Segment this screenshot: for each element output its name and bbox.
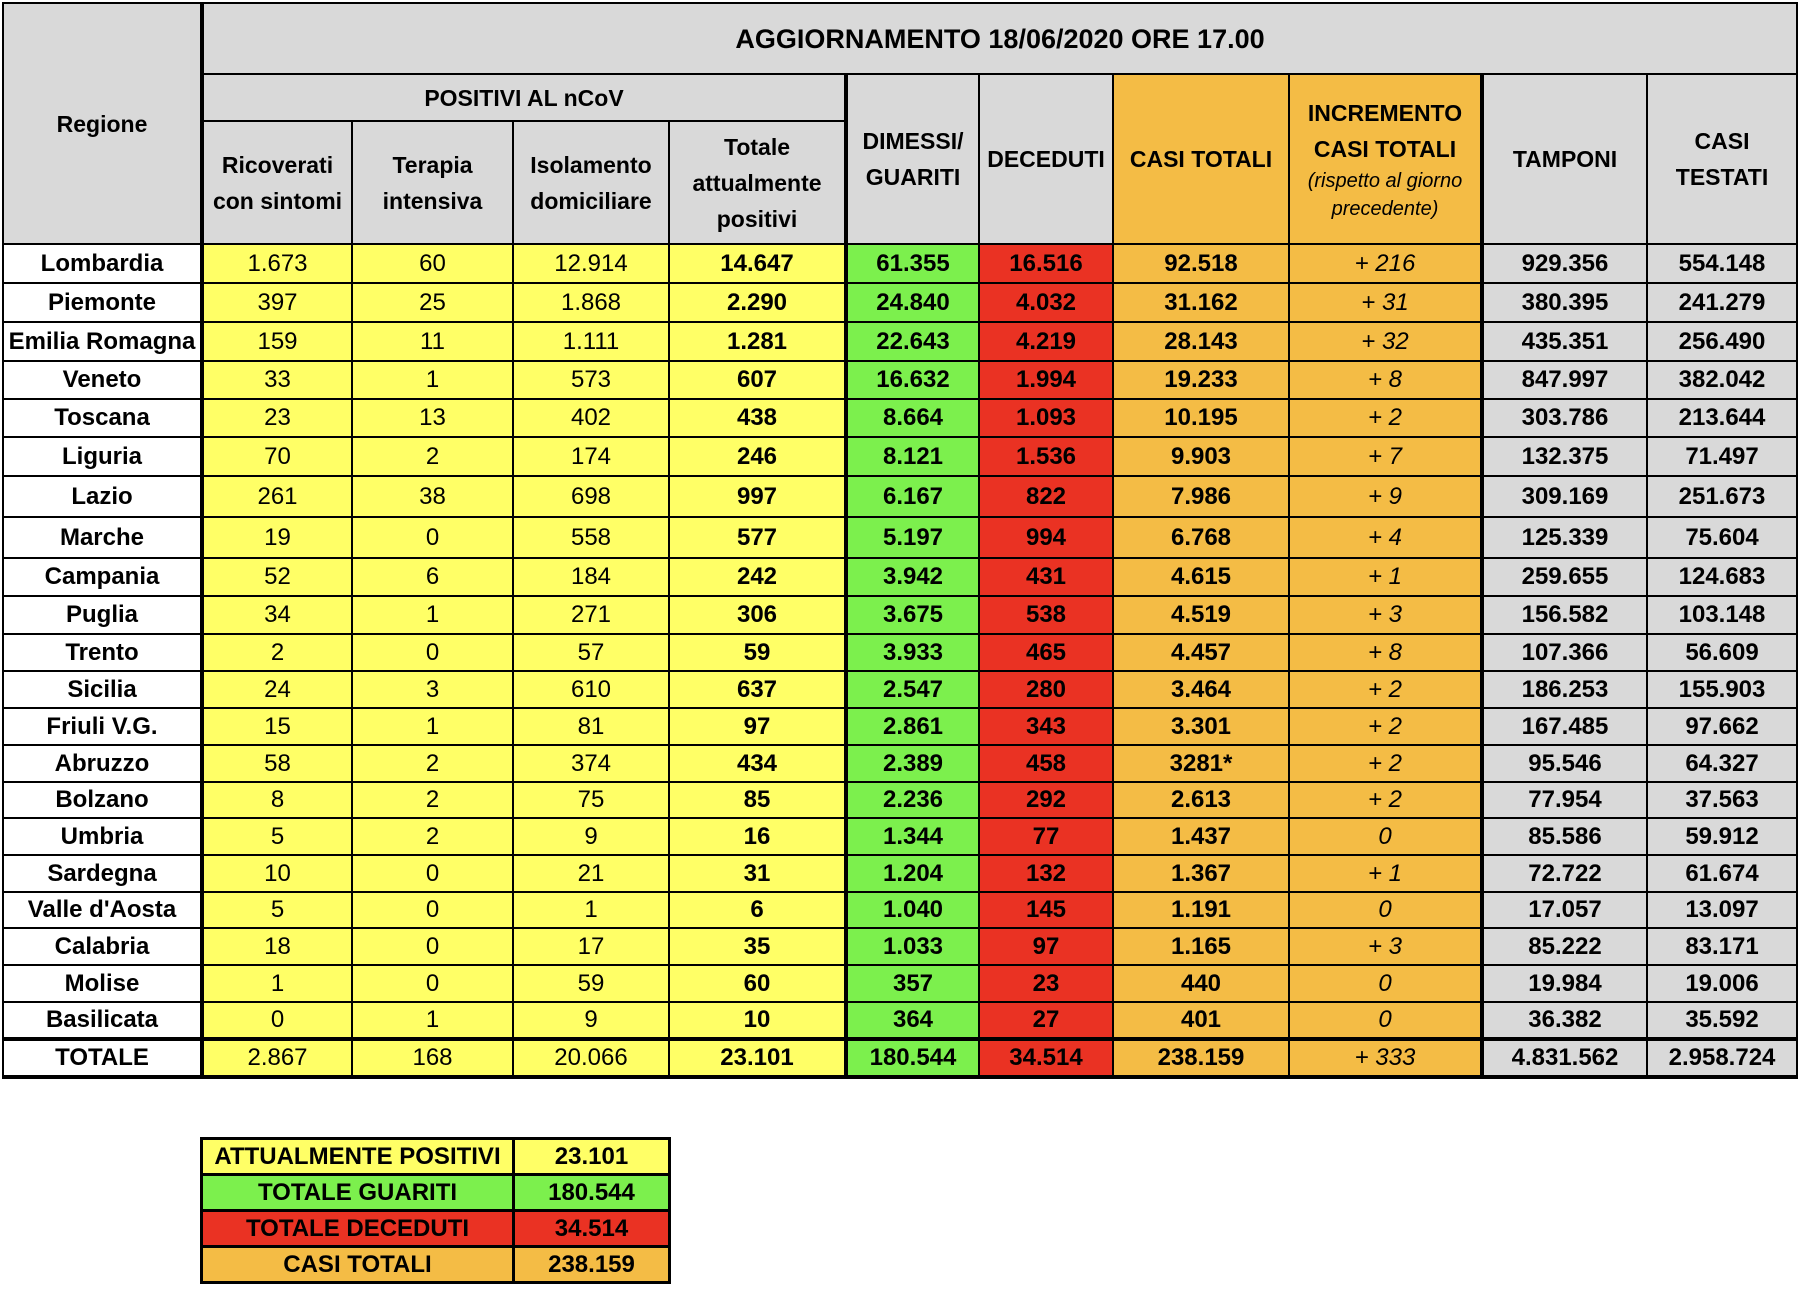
cell-tamponi: 17.057	[1482, 892, 1647, 928]
cell-casi-testati: 2.958.724	[1647, 1039, 1797, 1077]
cell-dimessi: 16.632	[846, 361, 979, 399]
cell-totale-positivi: 35	[669, 928, 846, 965]
cell-ricoverati: 34	[202, 596, 352, 634]
cell-deceduti: 1.994	[979, 361, 1113, 399]
cell-ricoverati: 5	[202, 892, 352, 928]
cell-deceduti: 280	[979, 671, 1113, 708]
cell-incremento: + 8	[1289, 634, 1482, 671]
cell-totale-positivi: 60	[669, 965, 846, 1002]
cell-tamponi: 19.984	[1482, 965, 1647, 1002]
cell-casi-totali: 3.464	[1113, 671, 1289, 708]
cell-dimessi: 5.197	[846, 517, 979, 558]
cell-casi-totali: 4.615	[1113, 558, 1289, 596]
cell-dimessi: 3.942	[846, 558, 979, 596]
cell-region-name: Trento	[3, 634, 202, 671]
header-incremento-note: (rispetto al giorno precedente)	[1307, 170, 1463, 220]
cell-tamponi: 125.339	[1482, 517, 1647, 558]
cell-ricoverati: 23	[202, 399, 352, 437]
cell-deceduti: 1.536	[979, 437, 1113, 476]
cell-dimessi: 3.933	[846, 634, 979, 671]
cell-isolamento: 573	[513, 361, 669, 399]
cell-terapia: 25	[352, 283, 513, 322]
table-body	[3, 244, 1797, 1077]
cell-terapia: 1	[352, 596, 513, 634]
cell-region-name: Umbria	[3, 818, 202, 855]
header-casi-testati: CASI TESTATI	[1647, 74, 1797, 244]
summary-value: 238.159	[514, 1247, 670, 1283]
cell-terapia: 60	[352, 244, 513, 283]
cell-incremento: + 32	[1289, 322, 1482, 361]
cell-dimessi: 8.121	[846, 437, 979, 476]
cell-isolamento: 9	[513, 1002, 669, 1039]
summary-table	[200, 1137, 671, 1284]
cell-terapia: 0	[352, 855, 513, 892]
cell-isolamento: 402	[513, 399, 669, 437]
header-regione: Regione	[3, 3, 202, 244]
header-dimessi: DIMESSI/ GUARITI	[846, 74, 979, 244]
cell-region-name: Liguria	[3, 437, 202, 476]
summary-row	[202, 1139, 670, 1175]
cell-incremento: + 2	[1289, 745, 1482, 782]
cell-casi-totali: 28.143	[1113, 322, 1289, 361]
total-row	[3, 1039, 1797, 1077]
header-isolamento: Isolamento domiciliare	[513, 121, 669, 244]
cell-deceduti: 77	[979, 818, 1113, 855]
cell-deceduti: 145	[979, 892, 1113, 928]
summary-row	[202, 1211, 670, 1247]
cell-casi-totali: 3281*	[1113, 745, 1289, 782]
cell-tamponi: 303.786	[1482, 399, 1647, 437]
cell-region-name: Calabria	[3, 928, 202, 965]
cell-tamponi: 85.586	[1482, 818, 1647, 855]
cell-region-name: Lazio	[3, 476, 202, 517]
cell-casi-totali: 7.986	[1113, 476, 1289, 517]
cell-deceduti: 292	[979, 782, 1113, 818]
cell-tamponi: 847.997	[1482, 361, 1647, 399]
cell-isolamento: 610	[513, 671, 669, 708]
cell-region-name: Veneto	[3, 361, 202, 399]
cell-casi-totali: 4.519	[1113, 596, 1289, 634]
cell-casi-testati: 256.490	[1647, 322, 1797, 361]
cell-dimessi: 2.236	[846, 782, 979, 818]
cell-deceduti: 4.032	[979, 283, 1113, 322]
cell-casi-testati: 35.592	[1647, 1002, 1797, 1039]
header-casi-totali: CASI TOTALI	[1113, 74, 1289, 244]
cell-isolamento: 21	[513, 855, 669, 892]
cell-totale-positivi: 31	[669, 855, 846, 892]
cell-terapia: 2	[352, 782, 513, 818]
table-row	[3, 476, 1797, 517]
table-row	[3, 818, 1797, 855]
cell-deceduti: 1.093	[979, 399, 1113, 437]
table-row	[3, 399, 1797, 437]
cell-tamponi: 4.831.562	[1482, 1039, 1647, 1077]
cell-incremento: 0	[1289, 818, 1482, 855]
cell-dimessi: 1.033	[846, 928, 979, 965]
table-row	[3, 558, 1797, 596]
cell-casi-testati: 64.327	[1647, 745, 1797, 782]
cell-terapia: 2	[352, 437, 513, 476]
cell-region-name: Campania	[3, 558, 202, 596]
cell-isolamento: 75	[513, 782, 669, 818]
header-ricoverati: Ricoverati con sintomi	[202, 121, 352, 244]
summary-value: 180.544	[514, 1175, 670, 1211]
cell-casi-testati: 19.006	[1647, 965, 1797, 1002]
cell-casi-totali: 3.301	[1113, 708, 1289, 745]
cell-casi-totali: 31.162	[1113, 283, 1289, 322]
cell-dimessi: 6.167	[846, 476, 979, 517]
cell-incremento: + 4	[1289, 517, 1482, 558]
cell-totale-positivi: 434	[669, 745, 846, 782]
cell-isolamento: 9	[513, 818, 669, 855]
cell-totale-positivi: 577	[669, 517, 846, 558]
header-incremento-label: INCREMENTO CASI TOTALI	[1307, 100, 1463, 162]
cell-dimessi: 2.389	[846, 745, 979, 782]
cell-terapia: 0	[352, 928, 513, 965]
cell-region-name: Sicilia	[3, 671, 202, 708]
cell-casi-testati: 75.604	[1647, 517, 1797, 558]
cell-dimessi: 8.664	[846, 399, 979, 437]
table-row	[3, 671, 1797, 708]
cell-casi-testati: 37.563	[1647, 782, 1797, 818]
cell-casi-totali: 10.195	[1113, 399, 1289, 437]
cell-terapia: 1	[352, 1002, 513, 1039]
cell-isolamento: 374	[513, 745, 669, 782]
summary-value: 23.101	[514, 1139, 670, 1175]
cell-deceduti: 538	[979, 596, 1113, 634]
cell-ricoverati: 8	[202, 782, 352, 818]
cell-terapia: 0	[352, 634, 513, 671]
cell-region-name: Toscana	[3, 399, 202, 437]
cell-ricoverati: 1.673	[202, 244, 352, 283]
header-totale-positivi: Totale attualmente positivi	[669, 121, 846, 244]
cell-terapia: 11	[352, 322, 513, 361]
cell-casi-testati: 56.609	[1647, 634, 1797, 671]
cell-terapia: 2	[352, 818, 513, 855]
cell-tamponi: 95.546	[1482, 745, 1647, 782]
cell-ricoverati: 2.867	[202, 1039, 352, 1077]
cell-terapia: 0	[352, 965, 513, 1002]
cell-terapia: 168	[352, 1039, 513, 1077]
cell-dimessi: 1.344	[846, 818, 979, 855]
cell-casi-testati: 103.148	[1647, 596, 1797, 634]
cell-region-name: Emilia Romagna	[3, 322, 202, 361]
cell-isolamento: 1	[513, 892, 669, 928]
cell-terapia: 6	[352, 558, 513, 596]
cell-casi-testati: 554.148	[1647, 244, 1797, 283]
cell-tamponi: 186.253	[1482, 671, 1647, 708]
cell-casi-totali: 4.457	[1113, 634, 1289, 671]
table-row	[3, 361, 1797, 399]
cell-isolamento: 12.914	[513, 244, 669, 283]
summary-body	[202, 1139, 670, 1283]
cell-deceduti: 34.514	[979, 1039, 1113, 1077]
cell-totale-positivi: 306	[669, 596, 846, 634]
cell-dimessi: 24.840	[846, 283, 979, 322]
header-incremento	[1289, 74, 1482, 244]
cell-totale-positivi: 242	[669, 558, 846, 596]
cell-incremento: + 216	[1289, 244, 1482, 283]
cell-ricoverati: 397	[202, 283, 352, 322]
cell-incremento: + 2	[1289, 671, 1482, 708]
cell-casi-testati: 59.912	[1647, 818, 1797, 855]
cell-terapia: 3	[352, 671, 513, 708]
cell-region-name: Abruzzo	[3, 745, 202, 782]
cell-ricoverati: 58	[202, 745, 352, 782]
cell-totale-positivi: 14.647	[669, 244, 846, 283]
cell-incremento: + 8	[1289, 361, 1482, 399]
cell-totale-positivi: 637	[669, 671, 846, 708]
cell-ricoverati: 5	[202, 818, 352, 855]
table-row	[3, 928, 1797, 965]
cell-isolamento: 1.111	[513, 322, 669, 361]
cell-tamponi: 132.375	[1482, 437, 1647, 476]
cell-totale-positivi: 10	[669, 1002, 846, 1039]
cell-totale-positivi: 97	[669, 708, 846, 745]
table-row	[3, 965, 1797, 1002]
cell-ricoverati: 33	[202, 361, 352, 399]
cell-deceduti: 458	[979, 745, 1113, 782]
cell-terapia: 1	[352, 708, 513, 745]
cell-terapia: 0	[352, 892, 513, 928]
cell-casi-testati: 61.674	[1647, 855, 1797, 892]
cell-ricoverati: 10	[202, 855, 352, 892]
cell-region-name: Sardegna	[3, 855, 202, 892]
cell-deceduti: 994	[979, 517, 1113, 558]
header-terapia: Terapia intensiva	[352, 121, 513, 244]
cell-deceduti: 23	[979, 965, 1113, 1002]
cell-tamponi: 156.582	[1482, 596, 1647, 634]
cell-totale-positivi: 16	[669, 818, 846, 855]
cell-deceduti: 431	[979, 558, 1113, 596]
cell-ricoverati: 52	[202, 558, 352, 596]
table-row	[3, 634, 1797, 671]
cell-deceduti: 16.516	[979, 244, 1113, 283]
cell-totale-positivi: 6	[669, 892, 846, 928]
cell-tamponi: 929.356	[1482, 244, 1647, 283]
table-row	[3, 855, 1797, 892]
cell-incremento: + 9	[1289, 476, 1482, 517]
header-deceduti: DECEDUTI	[979, 74, 1113, 244]
summary-row	[202, 1247, 670, 1283]
cell-casi-testati: 71.497	[1647, 437, 1797, 476]
cell-deceduti: 97	[979, 928, 1113, 965]
summary-label: ATTUALMENTE POSITIVI	[202, 1139, 514, 1175]
cell-ricoverati: 261	[202, 476, 352, 517]
cell-casi-totali: 6.768	[1113, 517, 1289, 558]
table-row	[3, 1002, 1797, 1039]
cell-totale-positivi: 246	[669, 437, 846, 476]
cell-ricoverati: 19	[202, 517, 352, 558]
cell-totale-positivi: 607	[669, 361, 846, 399]
table-row	[3, 437, 1797, 476]
cell-incremento: + 2	[1289, 708, 1482, 745]
cell-casi-testati: 13.097	[1647, 892, 1797, 928]
cell-region-name: Lombardia	[3, 244, 202, 283]
cell-dimessi: 61.355	[846, 244, 979, 283]
cell-tamponi: 107.366	[1482, 634, 1647, 671]
cell-casi-totali: 1.165	[1113, 928, 1289, 965]
cell-tamponi: 167.485	[1482, 708, 1647, 745]
cell-casi-totali: 238.159	[1113, 1039, 1289, 1077]
cell-incremento: + 2	[1289, 782, 1482, 818]
table-row	[3, 244, 1797, 283]
cell-tamponi: 259.655	[1482, 558, 1647, 596]
cell-casi-totali: 92.518	[1113, 244, 1289, 283]
cell-casi-totali: 19.233	[1113, 361, 1289, 399]
cell-tamponi: 36.382	[1482, 1002, 1647, 1039]
cell-ricoverati: 159	[202, 322, 352, 361]
summary-label: CASI TOTALI	[202, 1247, 514, 1283]
cell-deceduti: 343	[979, 708, 1113, 745]
cell-ricoverati: 18	[202, 928, 352, 965]
cell-casi-testati: 155.903	[1647, 671, 1797, 708]
table-row	[3, 322, 1797, 361]
page-title: AGGIORNAMENTO 18/06/2020 ORE 17.00	[202, 3, 1797, 74]
cell-ricoverati: 2	[202, 634, 352, 671]
cell-isolamento: 558	[513, 517, 669, 558]
cell-totale-positivi: 997	[669, 476, 846, 517]
cell-terapia: 13	[352, 399, 513, 437]
cell-dimessi: 1.040	[846, 892, 979, 928]
covid-regional-table	[2, 2, 1798, 1079]
cell-tamponi: 77.954	[1482, 782, 1647, 818]
cell-terapia: 1	[352, 361, 513, 399]
cell-casi-totali: 1.191	[1113, 892, 1289, 928]
cell-totale-positivi: 1.281	[669, 322, 846, 361]
cell-region-name: Piemonte	[3, 283, 202, 322]
summary-value: 34.514	[514, 1211, 670, 1247]
cell-totale-positivi: 85	[669, 782, 846, 818]
table-row	[3, 596, 1797, 634]
summary-label: TOTALE GUARITI	[202, 1175, 514, 1211]
cell-totale-positivi: 23.101	[669, 1039, 846, 1077]
cell-incremento: 0	[1289, 1002, 1482, 1039]
cell-region-name: Friuli V.G.	[3, 708, 202, 745]
cell-isolamento: 698	[513, 476, 669, 517]
cell-deceduti: 132	[979, 855, 1113, 892]
cell-isolamento: 81	[513, 708, 669, 745]
cell-incremento: + 7	[1289, 437, 1482, 476]
cell-isolamento: 20.066	[513, 1039, 669, 1077]
cell-casi-testati: 213.644	[1647, 399, 1797, 437]
summary-label: TOTALE DECEDUTI	[202, 1211, 514, 1247]
cell-terapia: 38	[352, 476, 513, 517]
cell-region-name: Marche	[3, 517, 202, 558]
cell-totale-positivi: 59	[669, 634, 846, 671]
cell-region-name: Basilicata	[3, 1002, 202, 1039]
cell-incremento: 0	[1289, 965, 1482, 1002]
cell-casi-totali: 401	[1113, 1002, 1289, 1039]
cell-casi-testati: 83.171	[1647, 928, 1797, 965]
cell-casi-testati: 251.673	[1647, 476, 1797, 517]
cell-casi-testati: 382.042	[1647, 361, 1797, 399]
cell-region-name: Bolzano	[3, 782, 202, 818]
cell-region-name: Puglia	[3, 596, 202, 634]
cell-casi-testati: 97.662	[1647, 708, 1797, 745]
cell-terapia: 0	[352, 517, 513, 558]
cell-region-name: Valle d'Aosta	[3, 892, 202, 928]
table-row	[3, 745, 1797, 782]
cell-isolamento: 59	[513, 965, 669, 1002]
cell-terapia: 2	[352, 745, 513, 782]
cell-deceduti: 4.219	[979, 322, 1113, 361]
cell-dimessi: 2.547	[846, 671, 979, 708]
cell-incremento: + 3	[1289, 928, 1482, 965]
cell-dimessi: 364	[846, 1002, 979, 1039]
header-tamponi: TAMPONI	[1482, 74, 1647, 244]
cell-incremento: + 2	[1289, 399, 1482, 437]
cell-dimessi: 357	[846, 965, 979, 1002]
table-row	[3, 782, 1797, 818]
table-row	[3, 708, 1797, 745]
cell-deceduti: 822	[979, 476, 1113, 517]
cell-tamponi: 309.169	[1482, 476, 1647, 517]
cell-incremento: + 333	[1289, 1039, 1482, 1077]
cell-casi-totali: 440	[1113, 965, 1289, 1002]
cell-isolamento: 174	[513, 437, 669, 476]
cell-incremento: + 1	[1289, 855, 1482, 892]
cell-casi-totali: 1.367	[1113, 855, 1289, 892]
cell-tamponi: 85.222	[1482, 928, 1647, 965]
cell-dimessi: 3.675	[846, 596, 979, 634]
cell-isolamento: 1.868	[513, 283, 669, 322]
cell-casi-testati: 124.683	[1647, 558, 1797, 596]
cell-incremento: 0	[1289, 892, 1482, 928]
header-positivi-group: POSITIVI AL nCoV	[202, 74, 846, 121]
cell-dimessi: 22.643	[846, 322, 979, 361]
table-row	[3, 517, 1797, 558]
cell-dimessi: 2.861	[846, 708, 979, 745]
cell-casi-totali: 9.903	[1113, 437, 1289, 476]
cell-totale-positivi: 2.290	[669, 283, 846, 322]
cell-ricoverati: 24	[202, 671, 352, 708]
cell-incremento: + 1	[1289, 558, 1482, 596]
cell-ricoverati: 1	[202, 965, 352, 1002]
cell-casi-totali: 2.613	[1113, 782, 1289, 818]
cell-ricoverati: 70	[202, 437, 352, 476]
cell-totale-positivi: 438	[669, 399, 846, 437]
cell-dimessi: 1.204	[846, 855, 979, 892]
summary-row	[202, 1175, 670, 1211]
cell-incremento: + 3	[1289, 596, 1482, 634]
cell-region-name: TOTALE	[3, 1039, 202, 1077]
cell-ricoverati: 0	[202, 1002, 352, 1039]
cell-isolamento: 271	[513, 596, 669, 634]
cell-dimessi: 180.544	[846, 1039, 979, 1077]
cell-casi-testati: 241.279	[1647, 283, 1797, 322]
cell-isolamento: 17	[513, 928, 669, 965]
cell-deceduti: 27	[979, 1002, 1113, 1039]
cell-region-name: Molise	[3, 965, 202, 1002]
table-row	[3, 283, 1797, 322]
cell-tamponi: 435.351	[1482, 322, 1647, 361]
cell-ricoverati: 15	[202, 708, 352, 745]
cell-tamponi: 380.395	[1482, 283, 1647, 322]
cell-incremento: + 31	[1289, 283, 1482, 322]
cell-deceduti: 465	[979, 634, 1113, 671]
cell-isolamento: 184	[513, 558, 669, 596]
cell-casi-totali: 1.437	[1113, 818, 1289, 855]
cell-isolamento: 57	[513, 634, 669, 671]
table-row	[3, 892, 1797, 928]
cell-tamponi: 72.722	[1482, 855, 1647, 892]
